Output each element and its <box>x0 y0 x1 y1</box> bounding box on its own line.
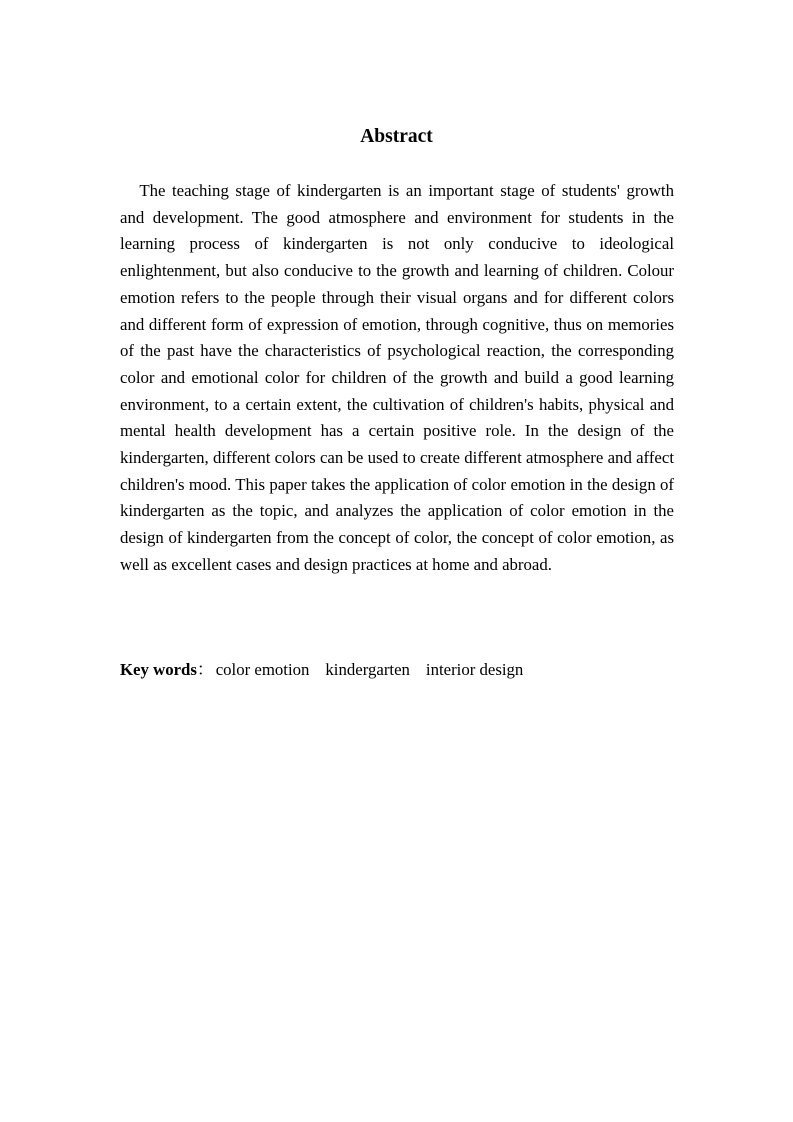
abstract-paragraph: The teaching stage of kindergarten is an important stage of students' growth and development. The good atmosphere and environment for students in the learning process of kindergarten is not only conducive to ideological enlightenment, but also conducive to the growth and learning of children. Colour emotion refers to the people through their visual organs and for different colors and different form of expression of emotion, through cognitive, thus on memories of the past have the characteristics of psychological reaction, the corresponding color and emotional color for children of the growth and build a good learning environment, to a certain extent, the cultivation of children's habits, physical and mental health development has a certain positive role. In the design of the kindergarten, different colors can be used to create different atmosphere and affect children's mood. This paper takes the application of color emotion in the design of kindergarten as the topic, and analyzes the application of color emotion in the design of kindergarten from the concept of color, the concept of color emotion, as well as excellent cases and design practices at home and abroad. <box>120 181 674 574</box>
keyword-item: kindergarten <box>325 660 410 679</box>
keywords-separator: ： <box>196 660 214 679</box>
keywords-line <box>120 657 674 684</box>
keywords-label: Key words <box>120 660 197 679</box>
keyword-item: color emotion <box>215 660 310 679</box>
keyword-item: interior design <box>425 660 524 679</box>
abstract-title: Abstract <box>360 126 433 147</box>
